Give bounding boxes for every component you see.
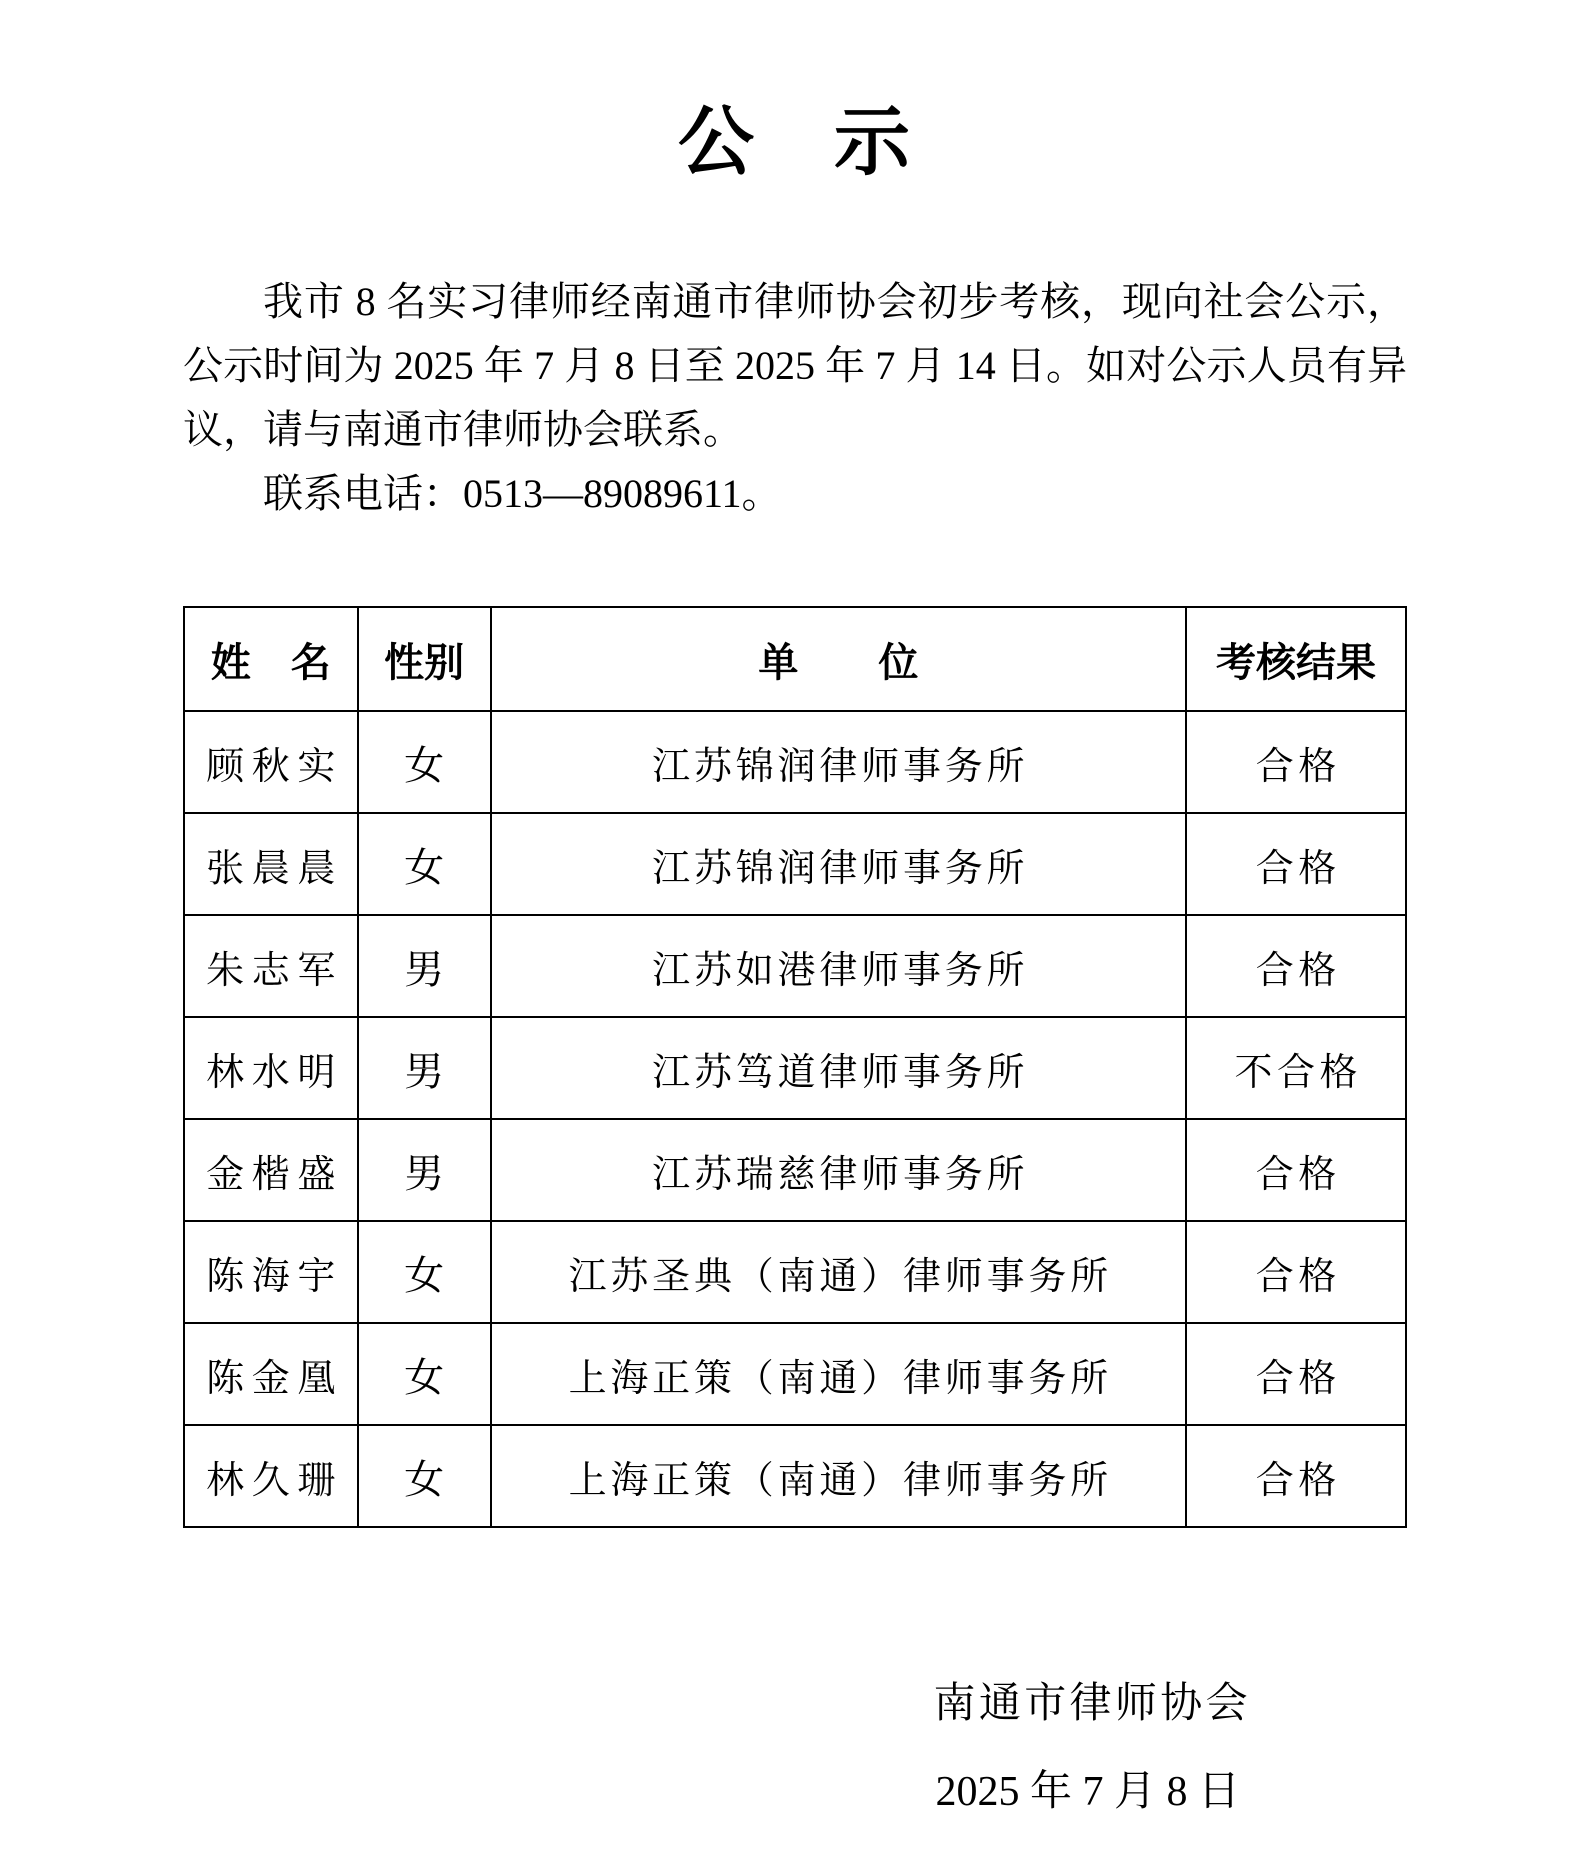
cell-unit: 江苏锦润律师事务所 bbox=[491, 711, 1186, 813]
cell-unit: 江苏笃道律师事务所 bbox=[491, 1017, 1186, 1119]
cell-unit: 江苏如港律师事务所 bbox=[491, 915, 1186, 1017]
issuer-name: 南通市律师协会 bbox=[933, 1681, 1251, 1727]
table-row bbox=[184, 711, 1406, 813]
cell-gender: 女 bbox=[358, 1425, 491, 1527]
cell-name: 金楷盛 bbox=[184, 1119, 358, 1221]
cell-result: 不合格 bbox=[1186, 1017, 1406, 1119]
notice-paragraph: 我市 8 名实习律师经南通市律师协会初步考核，现向社会公示，公示时间为 2025 年 7 月 8 日至 2025 年 7 月 14 日。如对公示人员有异议，请与南通市律师协会联系。 bbox=[183, 279, 1407, 452]
cell-unit: 江苏瑞慈律师事务所 bbox=[491, 1119, 1186, 1221]
document-footer bbox=[183, 1678, 1407, 1818]
table-row bbox=[184, 915, 1406, 1017]
table-row bbox=[184, 1425, 1406, 1527]
cell-name: 顾秋实 bbox=[184, 711, 358, 813]
cell-gender: 男 bbox=[358, 1017, 491, 1119]
cell-result: 合格 bbox=[1186, 915, 1406, 1017]
table-row bbox=[184, 1119, 1406, 1221]
cell-result: 合格 bbox=[1186, 1221, 1406, 1323]
cell-result: 合格 bbox=[1186, 813, 1406, 915]
cell-name: 林久珊 bbox=[184, 1425, 358, 1527]
table-body bbox=[184, 711, 1406, 1527]
cell-gender: 男 bbox=[358, 915, 491, 1017]
contact-phone-line: 联系电话：0513—89089611。 bbox=[263, 471, 782, 516]
issue-date: 2025 年 7 月 8 日 bbox=[935, 1769, 1240, 1815]
cell-result: 合格 bbox=[1186, 711, 1406, 813]
header-name: 姓 名 bbox=[184, 607, 358, 711]
table-row bbox=[184, 813, 1406, 915]
cell-unit: 上海正策（南通）律师事务所 bbox=[491, 1323, 1186, 1425]
cell-name: 林水明 bbox=[184, 1017, 358, 1119]
cell-gender: 男 bbox=[358, 1119, 491, 1221]
cell-name: 张晨晨 bbox=[184, 813, 358, 915]
cell-name: 陈金凰 bbox=[184, 1323, 358, 1425]
cell-result: 合格 bbox=[1186, 1119, 1406, 1221]
header-result: 考核结果 bbox=[1186, 607, 1406, 711]
table-row bbox=[184, 1221, 1406, 1323]
cell-name: 陈海宇 bbox=[184, 1221, 358, 1323]
header-gender: 性别 bbox=[358, 607, 491, 711]
cell-result: 合格 bbox=[1186, 1323, 1406, 1425]
cell-unit: 江苏圣典（南通）律师事务所 bbox=[491, 1221, 1186, 1323]
cell-gender: 女 bbox=[358, 1221, 491, 1323]
cell-gender: 女 bbox=[358, 813, 491, 915]
cell-gender: 女 bbox=[358, 711, 491, 813]
table-header-row bbox=[184, 607, 1406, 711]
cell-unit: 江苏锦润律师事务所 bbox=[491, 813, 1186, 915]
table-row bbox=[184, 1323, 1406, 1425]
cell-unit: 上海正策（南通）律师事务所 bbox=[491, 1425, 1186, 1527]
assessment-results-table bbox=[183, 606, 1407, 1528]
header-unit: 单 位 bbox=[491, 607, 1186, 711]
table-row bbox=[184, 1017, 1406, 1119]
cell-name: 朱志军 bbox=[184, 915, 358, 1017]
page-title: 公 示 bbox=[678, 101, 912, 185]
cell-gender: 女 bbox=[358, 1323, 491, 1425]
cell-result: 合格 bbox=[1186, 1425, 1406, 1527]
